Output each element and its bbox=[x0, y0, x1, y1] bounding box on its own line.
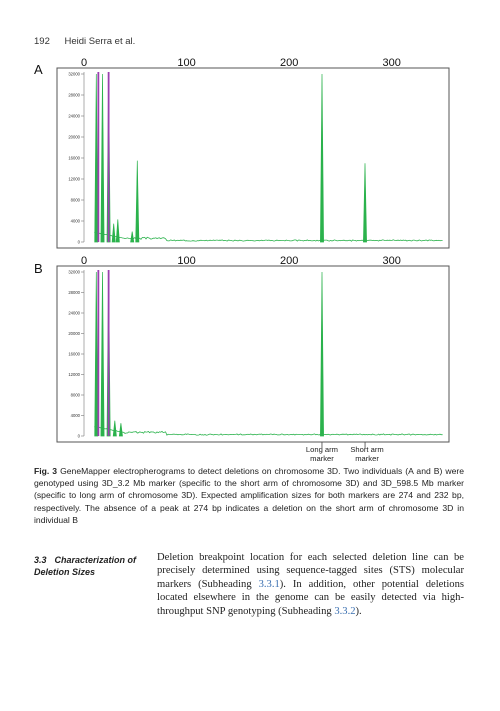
panel-b-y-tick-label: 0 bbox=[77, 433, 80, 439]
page-number: 192 bbox=[34, 36, 50, 47]
panel-b-x-tick-label: 100 bbox=[177, 255, 196, 267]
panel-a-y-tick-label: 24000 bbox=[68, 113, 80, 119]
panel-b-peak bbox=[101, 272, 104, 436]
panel-a-y-tick-label: 12000 bbox=[68, 176, 80, 182]
subheading-link-1[interactable]: 3.3.1 bbox=[258, 578, 280, 590]
panel-a-peak bbox=[95, 74, 98, 242]
panel-a-x-tick-label: 300 bbox=[382, 57, 401, 69]
panel-a-y-tick-label: 16000 bbox=[68, 155, 80, 161]
panel-b-y-tick-label: 4000 bbox=[70, 413, 80, 418]
panel-b-y-tick-label: 12000 bbox=[68, 372, 80, 377]
panel-b-y-tick-label: 32000 bbox=[68, 269, 80, 275]
panel-b-x-tick-label: 200 bbox=[279, 255, 299, 267]
panel-b-y-tick-label: 16000 bbox=[68, 351, 80, 357]
panel-a-peak bbox=[101, 74, 104, 242]
panel-b-x-tick-label: 300 bbox=[382, 255, 401, 267]
panel-b-y-tick-label: 8000 bbox=[70, 392, 80, 398]
panel-a-peak bbox=[363, 163, 366, 242]
panel-b-x-tick-label: 0 bbox=[80, 255, 88, 267]
panel-b-baseline-trace bbox=[94, 427, 442, 435]
panel-a-y-tick-label: 0 bbox=[77, 239, 80, 245]
panel-a-y-tick-label: 20000 bbox=[68, 134, 80, 140]
subheading-link-2[interactable]: 3.3.2 bbox=[334, 605, 356, 617]
panel-b-peak bbox=[95, 272, 98, 436]
panel-a-y-tick-label: 28000 bbox=[68, 92, 80, 98]
panel-b-peak bbox=[320, 272, 323, 436]
panel-a-peak bbox=[116, 219, 119, 242]
section-title: Characterization of Deletion Sizes bbox=[34, 555, 137, 577]
panel-b-label: B bbox=[34, 261, 43, 276]
panel-b-y-tick-label: 20000 bbox=[68, 331, 80, 336]
section-number: 3.3 bbox=[34, 555, 47, 565]
panel-a-peak bbox=[320, 74, 323, 242]
section-heading bbox=[34, 554, 149, 578]
panel-a-x-tick-label: 100 bbox=[177, 57, 196, 69]
figure-label: Fig. 3 bbox=[34, 466, 58, 476]
panel-a-x-tick-label: 0 bbox=[80, 57, 88, 69]
panel-a-peak bbox=[112, 224, 115, 242]
panel-b-peak bbox=[113, 421, 116, 436]
panel-a-frame bbox=[57, 68, 449, 248]
panel-a-label: A bbox=[34, 62, 43, 77]
body-text-part2: ). In addition, other potential deletions located elsewhere in the genome can be easily detected via high-throughput SNP genotyping (Subheading bbox=[157, 578, 464, 617]
panel-b-y-tick-label: 24000 bbox=[68, 310, 80, 316]
panel-a-x-tick-label: 200 bbox=[279, 57, 299, 69]
panel-a-y-tick-label: 8000 bbox=[70, 197, 80, 203]
panel-b-peak bbox=[119, 423, 122, 436]
panel-a-y-tick-label: 4000 bbox=[70, 218, 80, 224]
figure-caption-text: GeneMapper electropherograms to detect deletions on chromosome 3D. Two individuals (A and B) were genotyped using 3D_3.2 Mb marker (specific to the short arm of chromosome 3D) and 3D_598.5 Mb marker (specific to long arm of chromosome 3D). Expected amplification sizes for both markers are 274 and 232 bp, respectively. The absence of a peak at 274 bp indicates a deletion on the short arm of chromosome 3D in individual B bbox=[34, 466, 464, 525]
figure-caption bbox=[34, 465, 464, 526]
panel-a-y-tick-label: 32000 bbox=[68, 71, 80, 77]
section-body-paragraph bbox=[157, 551, 464, 618]
panel-a-baseline-trace bbox=[94, 232, 442, 241]
panel-a-peak bbox=[136, 161, 139, 242]
long-arm-marker-label: Long arm bbox=[305, 445, 339, 454]
body-text-part3: ). bbox=[355, 605, 362, 617]
panel-b-frame bbox=[57, 266, 449, 442]
panel-a-peak bbox=[131, 232, 134, 243]
short-arm-marker-label: marker bbox=[355, 454, 379, 463]
running-header-authors: Heidi Serra et al. bbox=[64, 36, 136, 47]
long-arm-marker-label: marker bbox=[310, 454, 334, 463]
body-text-part1: Deletion breakpoint location for each selected deletion line can be precisely determined using sequence-tagged sites (STS) molecular markers (Subheading bbox=[157, 552, 464, 590]
panel-b-y-tick-label: 28000 bbox=[68, 290, 80, 295]
short-arm-marker-label: Short arm bbox=[350, 445, 384, 454]
